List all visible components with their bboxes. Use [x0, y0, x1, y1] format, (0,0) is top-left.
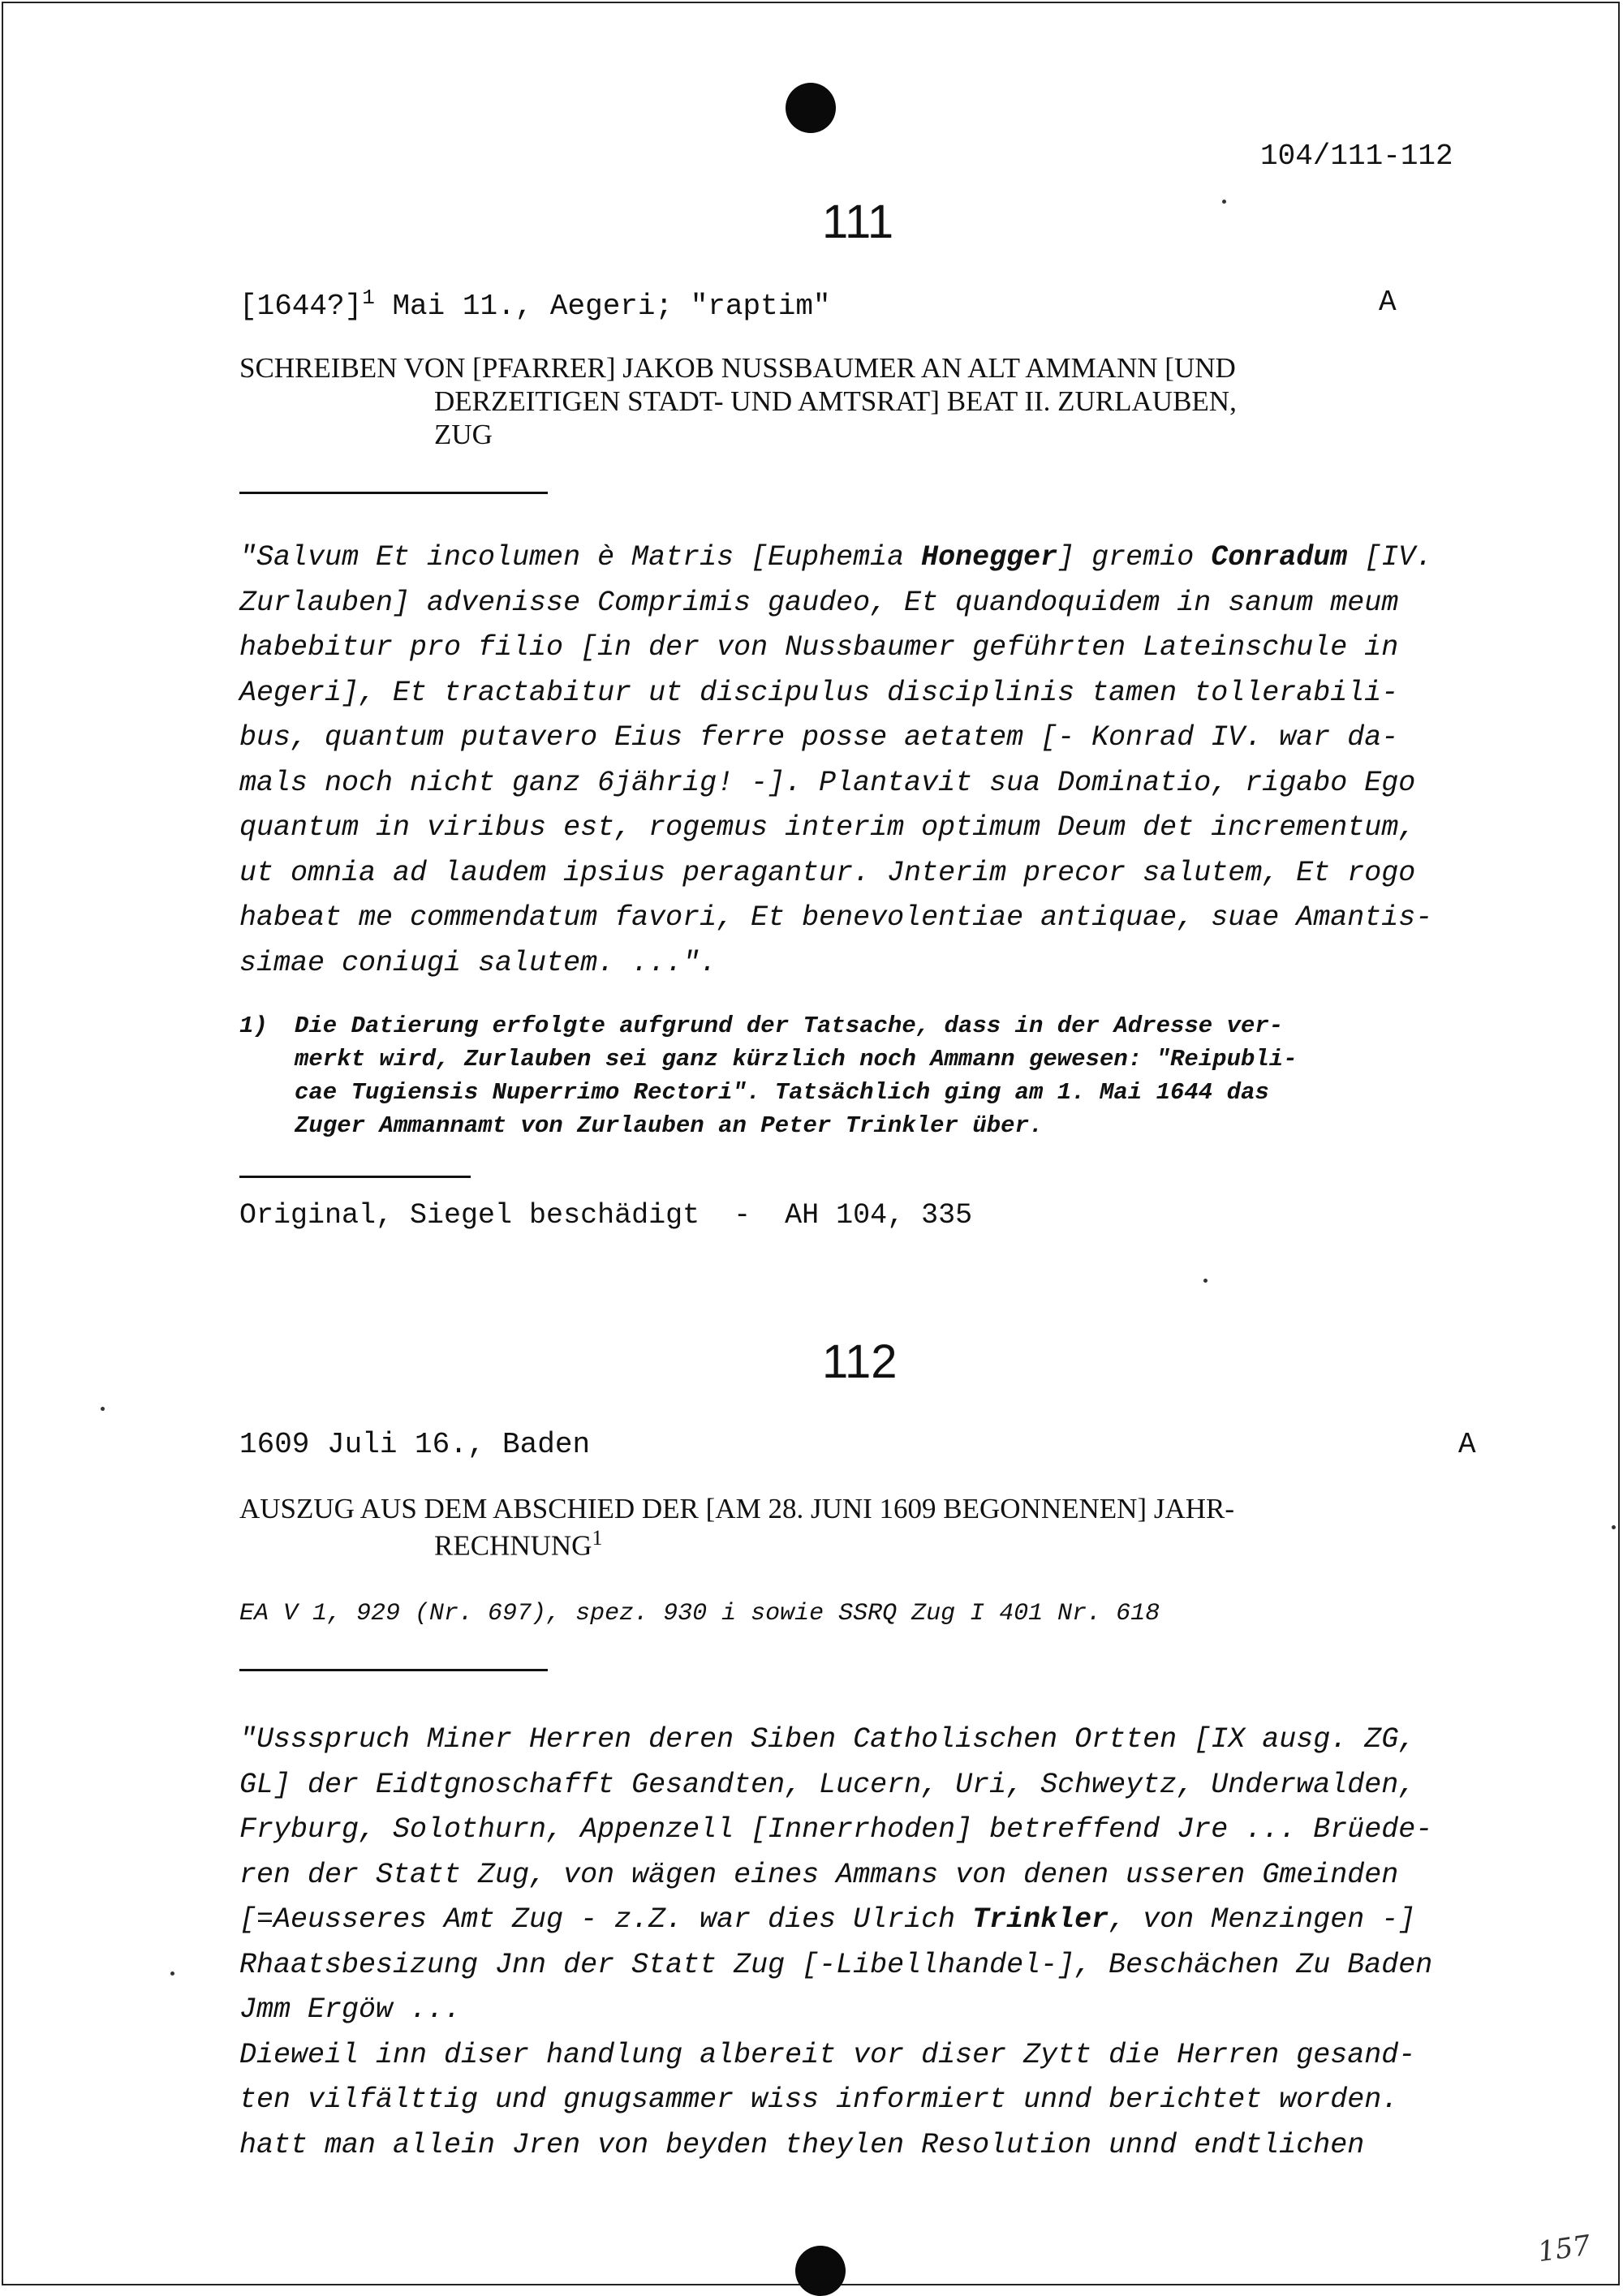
speck	[101, 1407, 105, 1411]
type-letter-112: A	[1458, 1428, 1476, 1461]
text-line	[239, 896, 1432, 941]
text-line	[239, 2123, 1364, 2169]
text-segment: bus, quantum putavero Eius ferre posse aetatem [- Konrad IV. war da-	[239, 721, 1399, 754]
text-line	[295, 1076, 1269, 1109]
divider	[239, 1176, 471, 1178]
handwritten-note: 157	[1535, 2229, 1593, 2269]
title-111-line-1: SCHREIBEN VON [PFARRER] JAKOB NUSSBAUMER AN ALT AMMANN [UND	[239, 352, 1236, 384]
text-segment: ] gremio	[1057, 541, 1212, 574]
footnote-ref: 1	[362, 286, 375, 310]
text-line	[239, 851, 1415, 896]
text-line	[239, 2078, 1398, 2123]
document-number-111: 111	[822, 196, 894, 248]
page-reference: 104/111-112	[1260, 140, 1453, 173]
speck	[1612, 1525, 1616, 1529]
type-letter-111: A	[1379, 286, 1397, 319]
text-line	[239, 626, 1398, 671]
speck	[1222, 200, 1226, 204]
text-segment: Fryburg, Solothurn, Appenzell [Innerrhoden] betreffend Jre ... Brüede-	[239, 1813, 1433, 1846]
edition-reference-112: EA V 1, 929 (Nr. 697), spez. 930 i sowie SSRQ Zug I 401 Nr. 618	[239, 1600, 1160, 1627]
date-line-111	[239, 286, 831, 323]
text-line	[239, 581, 1398, 626]
text-segment: ten vilfälttig und gnugsammer wiss informiert unnd berichtet worden.	[239, 2083, 1399, 2116]
text-line	[239, 1988, 461, 2033]
text-line	[239, 671, 1398, 716]
bold-name: Conradum	[1211, 541, 1348, 574]
text-segment: habeat me commendatum favori, Et benevolentiae antiquae, suae Amantis-	[239, 901, 1433, 934]
text-line	[239, 1898, 1415, 1943]
footnote-marker: 1)	[239, 1013, 268, 1039]
text-segment: "Ussspruch Miner Herren deren Siben Catholischen Ortten [IX ausg. ZG,	[239, 1723, 1416, 1756]
date-bracket: [1644?]	[239, 290, 363, 323]
divider	[239, 492, 548, 494]
text-segment: Zurlauben] advenisse Comprimis gaudeo, Et quandoquidem in sanum meum	[239, 586, 1399, 619]
text-line	[295, 1043, 1298, 1076]
text-line	[239, 761, 1415, 806]
text-segment: [=Aeusseres Amt Zug - z.Z. war dies Ulrich	[239, 1903, 973, 1936]
text-segment: "Salvum Et incolumen è Matris [Euphemia	[239, 541, 922, 574]
text-line	[295, 1109, 1043, 1142]
text-line	[239, 2033, 1415, 2079]
text-segment: mals noch nicht ganz 6jährig! -]. Plantavit sua Dominatio, rigabo Ego	[239, 766, 1416, 799]
text-segment: merkt wird, Zurlauben sei ganz kürzlich noch Ammann gewesen: "Reipubli-	[295, 1046, 1298, 1073]
text-line	[239, 535, 1432, 581]
text-segment: simae coniugi salutem. ...".	[239, 946, 717, 979]
source-line-111: Original, Siegel beschädigt - AH 104, 335	[239, 1199, 973, 1232]
text-segment: habebitur pro filio [in der von Nussbaumer geführten Lateinschule in	[239, 631, 1399, 664]
text-segment: ren der Statt Zug, von wägen eines Ammans von denen usseren Gmeinden	[239, 1858, 1399, 1891]
text-line	[239, 1763, 1415, 1808]
speck	[1203, 1279, 1208, 1283]
text-segment: , von Menzingen -]	[1109, 1903, 1416, 1936]
date-rest: Mai 11., Aegeri; "raptim"	[374, 290, 831, 323]
title-111-line-3: ZUG	[434, 419, 493, 450]
footnote-ref: 1	[592, 1526, 603, 1550]
text-segment: Aegeri], Et tractabitur ut discipulus disciplinis tamen tollerabili-	[239, 676, 1399, 709]
text-segment: cae Tugiensis Nuperrimo Rectori". Tatsächlich ging am 1. Mai 1644 das	[295, 1079, 1269, 1106]
text-segment: ut omnia ad laudem ipsius peragantur. Jnterim precor salutem, Et rogo	[239, 856, 1416, 889]
text-segment: über.	[958, 1112, 1044, 1139]
text-segment: Die Datierung erfolgte aufgrund der Tatsache, dass in der Adresse ver-	[295, 1013, 1284, 1039]
text-line	[295, 1009, 1283, 1043]
title-112-line-1: AUSZUG AUS DEM ABSCHIED DER [AM 28. JUNI 1609 BEGONNENEN] JAHR-	[239, 1493, 1234, 1524]
title-111-line-2: DERZEITIGEN STADT- UND AMTSRAT] BEAT II. ZURLAUBEN,	[434, 385, 1237, 417]
text-segment: quantum in viribus est, rogemus interim optimum Deum det incrementum,	[239, 811, 1416, 844]
document-number-112: 112	[822, 1335, 898, 1388]
text-segment: Dieweil inn diser handlung albereit vor diser Zytt die Herren gesand-	[239, 2038, 1416, 2071]
text-line	[239, 806, 1415, 851]
text-line	[239, 1943, 1432, 1989]
title-112-text: RECHNUNG	[434, 1529, 592, 1562]
text-line	[239, 1808, 1432, 1853]
text-line	[239, 941, 717, 987]
text-segment: Jmm Ergöw ...	[239, 1993, 462, 2026]
punch-hole-top	[786, 83, 836, 133]
text-line	[239, 1853, 1398, 1898]
text-segment: Rhaatsbesizung Jnn der Statt Zug [-Libellhandel-], Beschächen Zu Baden	[239, 1948, 1433, 1981]
title-112-line-2	[434, 1526, 602, 1563]
text-segment: GL] der Eidtgnoschafft Gesandten, Lucern, Uri, Schweytz, Underwalden,	[239, 1768, 1416, 1801]
text-line	[239, 716, 1398, 761]
text-line	[239, 1718, 1415, 1763]
text-segment: [IV.	[1347, 541, 1433, 574]
divider	[239, 1669, 548, 1671]
text-segment: Zuger Ammannamt von Zurlauben an Peter	[295, 1112, 846, 1139]
bold-name: Honegger	[921, 541, 1058, 574]
date-line-112: 1609 Juli 16., Baden	[239, 1428, 591, 1461]
bold-name: Trinkler	[845, 1112, 958, 1139]
text-segment: hatt man allein Jren von beyden theylen Resolution unnd endtlichen	[239, 2128, 1365, 2161]
speck	[170, 1971, 174, 1976]
bold-name: Trinkler	[972, 1903, 1109, 1936]
